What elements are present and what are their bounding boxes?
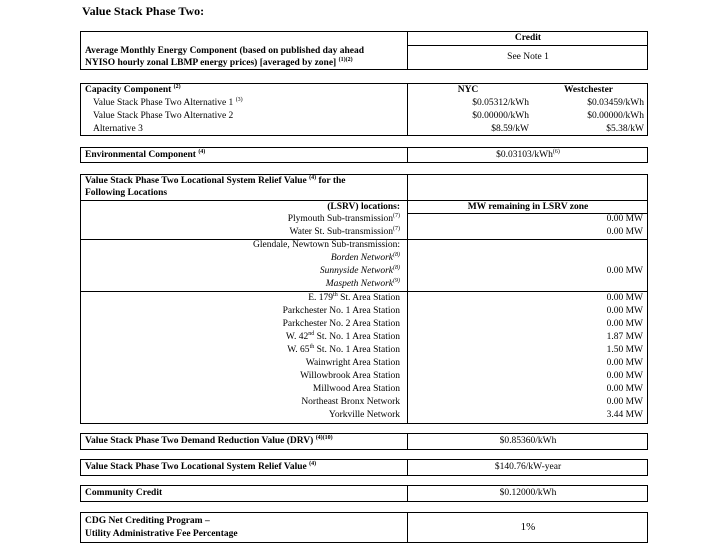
- drv-value: $0.85360/kWh: [499, 436, 557, 446]
- capacity-alt1-label: Value Stack Phase Two Alternative 1: [93, 98, 234, 108]
- lsrv-location: Millwood Area Station: [312, 384, 400, 394]
- lsrv-location-text: W. 65: [287, 345, 310, 355]
- capacity-nyc-value: $0.00000/kWh: [472, 111, 529, 121]
- lsrv-location: Wainwright Area Station: [305, 358, 400, 368]
- lsrv-value-label: [85, 461, 316, 474]
- energy-label-line2: [85, 57, 353, 70]
- lsrv-location: Parkchester No. 2 Area Station: [282, 319, 400, 329]
- capacity-nyc-value: $0.05312/kWh: [472, 98, 529, 108]
- lsrv-location: [81, 331, 400, 344]
- lsrv-footnote: (8): [393, 251, 400, 258]
- lsrv-location-text-cont: St. No. 1 Area Station: [314, 345, 400, 355]
- lsrv-value-label-text: Value Stack Phase Two Locational System Relief Value: [85, 462, 307, 472]
- energy-label-text: NYISO hourly zonal LBMP energy prices) [averaged by zone]: [85, 58, 337, 68]
- lsrv-value: $140.76/kW-year: [494, 462, 562, 472]
- lsrv-header-line2: Following Locations: [85, 188, 168, 198]
- lsrv-location: Parkchester No. 1 Area Station: [282, 306, 400, 316]
- capacity-west-value: $0.00000/kWh: [587, 111, 644, 121]
- cdg-label-line1: CDG Net Crediting Program –: [85, 516, 210, 526]
- community-credit-section: [80, 485, 648, 502]
- capacity-header: [85, 84, 181, 97]
- lsrv-mw-value: 0.00 MW: [606, 227, 643, 237]
- lsrv-mw-value: 0.00 MW: [606, 371, 643, 381]
- col-westchester: Westchester: [563, 85, 614, 95]
- environmental-footnote: (4): [198, 148, 206, 155]
- lsrv-ordinal: th: [309, 343, 315, 350]
- lsrv-ordinal: nd: [308, 330, 315, 337]
- lsrv-mw-value: 0.00 MW: [606, 306, 643, 316]
- environmental-label: [85, 149, 205, 162]
- drv-label: [85, 435, 333, 448]
- lsrv-footnote: (9): [393, 277, 400, 284]
- cdg-section: [80, 512, 648, 543]
- capacity-west-value: $5.38/kW: [606, 124, 644, 134]
- lsrv-mw-value: 1.87 MW: [606, 332, 643, 342]
- lsrv-sublocation: [81, 252, 400, 265]
- cdg-value: 1%: [520, 521, 536, 533]
- energy-label-line1: Average Monthly Energy Component (based on published day ahead: [85, 46, 365, 56]
- energy-footnote: (1)(2): [338, 56, 353, 63]
- row-divider: [407, 45, 647, 46]
- lsrv-location: [81, 213, 400, 226]
- lsrv-footnote: (7): [393, 212, 400, 219]
- page-title: Value Stack Phase Two:: [82, 4, 205, 18]
- lsrv-mw-value: 0.00 MW: [606, 397, 643, 407]
- lsrv-location-text: E. 179: [308, 293, 334, 303]
- lsrv-mw-value: 0.00 MW: [606, 214, 643, 224]
- lsrv-mw-value: 0.00 MW: [606, 293, 643, 303]
- capacity-row-label: Alternative 3: [93, 124, 143, 134]
- lsrv-locations-label: (LSRV) locations:: [327, 202, 400, 212]
- lsrv-sublocation-text: Sunnyside Network: [319, 266, 393, 276]
- energy-section: [80, 31, 648, 70]
- community-credit-label: Community Credit: [85, 488, 163, 498]
- lsrv-location-text: W. 42: [285, 332, 309, 342]
- environmental-value-text: $0.03103/kWh: [496, 150, 553, 160]
- lsrv-location: Glendale, Newtown Sub-transmission:: [253, 240, 400, 250]
- environmental-value: [408, 149, 648, 162]
- lsrv-footnote: (8): [393, 264, 400, 271]
- lsrv-location: [81, 344, 400, 357]
- lsrv-ordinal: th: [333, 291, 338, 298]
- lsrv-location-text-cont: St. Area Station: [337, 293, 400, 303]
- capacity-row-label: [93, 97, 243, 110]
- lsrv-mw-value: 0.00 MW: [606, 319, 643, 329]
- lsrv-mw-value: 0.00 MW: [606, 266, 643, 276]
- lsrv-value-section: [80, 459, 648, 476]
- lsrv-location-text: Water St. Sub-transmission: [289, 227, 393, 237]
- lsrv-location: Yorkville Network: [328, 410, 400, 420]
- lsrv-section: [80, 174, 648, 424]
- lsrv-mw-value: 1.50 MW: [606, 345, 643, 355]
- lsrv-value-footnote: (4): [309, 460, 317, 467]
- lsrv-header-text-cont: for the: [318, 176, 346, 186]
- drv-label-text: Value Stack Phase Two Demand Reduction Value (DRV): [85, 436, 314, 446]
- lsrv-location: Willowbrook Area Station: [300, 371, 400, 381]
- lsrv-sublocation: [81, 278, 400, 291]
- lsrv-location: [81, 292, 400, 305]
- capacity-footnote: (2): [173, 83, 181, 90]
- lsrv-location-text: Plymouth Sub-transmission: [287, 214, 393, 224]
- environmental-label-text: Environmental Component: [85, 150, 196, 160]
- cdg-label-line2: Utility Administrative Fee Percentage: [85, 529, 238, 539]
- lsrv-mw-value: 0.00 MW: [606, 358, 643, 368]
- lsrv-footnote: (7): [393, 225, 400, 232]
- lsrv-sublocation-text: Maspeth Network: [325, 279, 393, 289]
- capacity-section: [80, 83, 648, 136]
- drv-footnote: (4)(10): [315, 434, 333, 441]
- capacity-alt1-footnote: (3): [235, 96, 243, 103]
- lsrv-header-text: Value Stack Phase Two Locational System Relief Value: [85, 176, 307, 186]
- capacity-nyc-value: $8.59/kW: [491, 124, 529, 134]
- drv-section: [80, 433, 648, 450]
- community-credit-value: $0.12000/kWh: [499, 488, 557, 498]
- lsrv-header-footnote: (4): [309, 174, 317, 181]
- environmental-value-footnote: (6): [552, 148, 560, 155]
- col-nyc: NYC: [457, 85, 479, 95]
- lsrv-location: Northeast Bronx Network: [301, 397, 400, 407]
- environmental-section: [80, 147, 648, 163]
- energy-value: See Note 1: [507, 52, 549, 62]
- lsrv-sublocation: [81, 265, 400, 278]
- lsrv-mw-value: 0.00 MW: [606, 384, 643, 394]
- lsrv-mw-value: 3.44 MW: [606, 410, 643, 420]
- capacity-row-label: Value Stack Phase Two Alternative 2: [93, 111, 234, 121]
- lsrv-location: [81, 226, 400, 239]
- credit-header: Credit: [514, 33, 542, 43]
- lsrv-sublocation-text: Borden Network: [330, 253, 393, 263]
- capacity-header-text: Capacity Component: [85, 85, 172, 95]
- capacity-west-value: $0.03459/kWh: [587, 98, 644, 108]
- lsrv-location-text-cont: St. No. 1 Area Station: [314, 332, 400, 342]
- lsrv-mw-header: MW remaining in LSRV zone: [467, 202, 589, 212]
